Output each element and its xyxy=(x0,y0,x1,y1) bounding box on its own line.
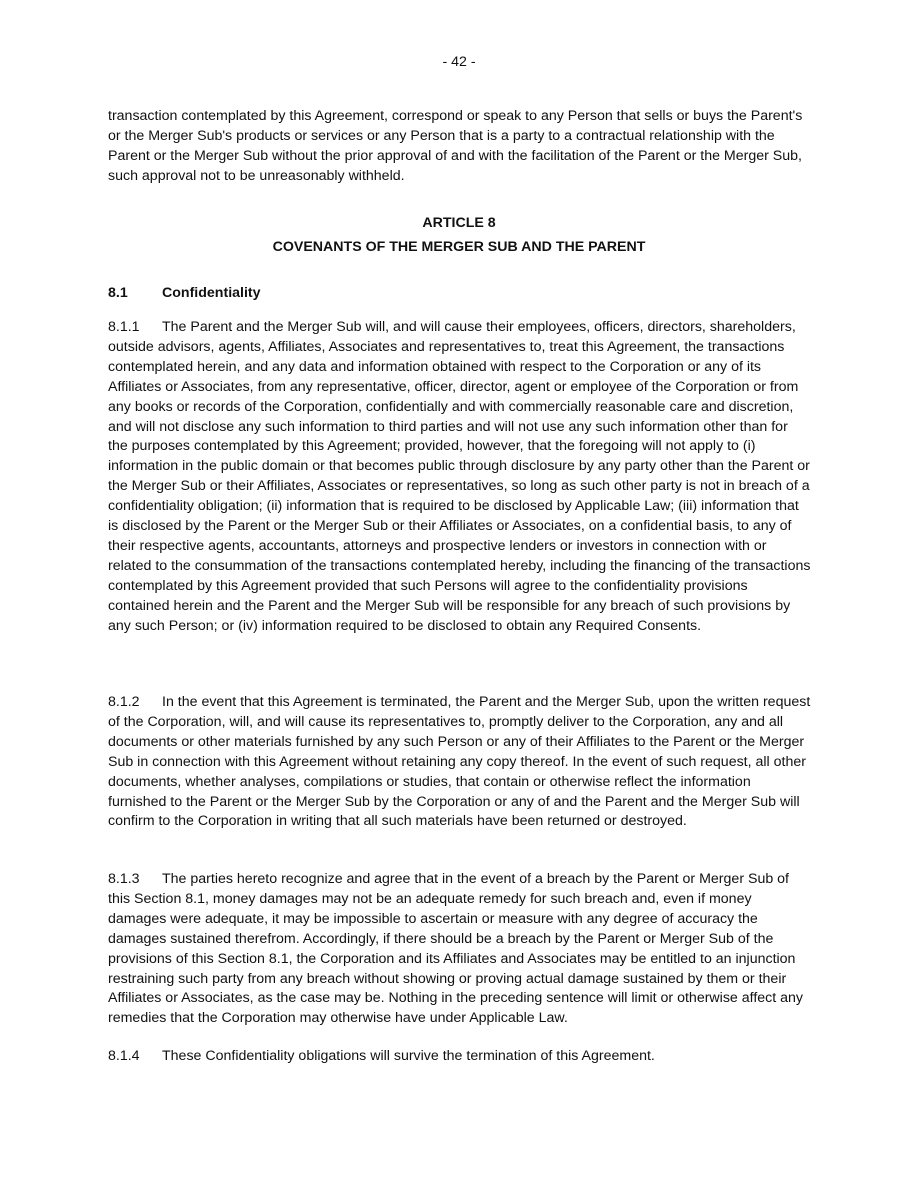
section-title: Confidentiality xyxy=(162,285,261,301)
paragraph-text: The parties hereto recognize and agree that in the event of a breach by the Parent or Merger Sub of this Section 8.1, money damages may not be an adequate remedy for such breach and, even if money damages were adequate, it may be impossible to ascertain or measure with any degree of accuracy the damages sustained therefrom. Accordingly, if there should be a breach by the Parent or Merger Sub of the provisions of this Section 8.1, the Corporation and its Affiliates and Associates may be entitled to an injunction restraining such party from any breach without showing or proving actual damage sustained by them or their Affiliates or Associates, as the case may be. Nothing in the preceding sentence will limit or otherwise affect any remedies that the Corporation may otherwise have under Applicable Law. xyxy=(108,871,804,1027)
section-number: 8.1 xyxy=(108,285,128,301)
article-number: ARTICLE 8 xyxy=(422,215,496,231)
page-number: - 42 - xyxy=(442,54,476,70)
paragraph-8-1-3 xyxy=(108,870,811,1029)
paragraph-number: 8.1.4 xyxy=(108,1048,140,1064)
section-heading xyxy=(108,284,261,304)
paragraph-8-1-2 xyxy=(108,693,811,832)
paragraph-number: 8.1.3 xyxy=(108,871,140,887)
paragraph-8-1-4 xyxy=(108,1047,811,1067)
paragraph-number: 8.1.1 xyxy=(108,319,140,335)
continuation-paragraph: transaction contemplated by this Agreement, correspond or speak to any Person that sells or buys the Parent's or the Merger Sub's products or services or any Person that is a party to a contractual relationship with the Parent or the Merger Sub without the prior approval of and with the facilitation of the Parent or the Merger Sub, such approval not to be unreasonably withheld. xyxy=(108,108,803,184)
paragraph-text: In the event that this Agreement is terminated, the Parent and the Merger Sub, upon the written request of the Corporation, will, and will cause its representatives to, promptly deliver to the Corporation, any and all documents or other materials furnished by any such Person or any of their Affiliates to the Parent or the Merger Sub in connection with this Agreement without retaining any copy thereof. In the event of such request, all other documents, whether analyses, compilations or studies, that contain or otherwise reflect the information furnished to the Parent or the Merger Sub by the Corporation or any of and the Parent and the Merger Sub will confirm to the Corporation in writing that all such materials have been returned or destroyed. xyxy=(108,694,811,830)
paragraph-number: 8.1.2 xyxy=(108,694,140,710)
paragraph-text: These Confidentiality obligations will survive the termination of this Agreement. xyxy=(162,1048,655,1064)
paragraph-8-1-1 xyxy=(108,318,811,637)
article-title: COVENANTS OF THE MERGER SUB AND THE PARENT xyxy=(272,239,646,255)
paragraph-text: The Parent and the Merger Sub will, and will cause their employees, officers, directors, shareholders, outside advisors, agents, Affiliates, Associates and representatives to, treat this Agreement, the transactions contemplated herein, and any data and information obtained with respect to the Corporation or any of its Affiliates or Associates, from any representative, officer, director, agent or employee of the Corporation or from any books or records of the Corporation, confidentially and with commercially reasonable care and discretion, and will not disclose any such information to third parties and will not use any such information other than for the purposes contemplated by this Agreement; provided, however, that the foregoing will not apply to (i) information in the public domain or that becomes public through disclosure by any party other than the Parent or the Merger Sub or their Affiliates, Associates or representatives, so long as such other party is not in breach of a confidentiality obligation; (ii) information that is required to be disclosed by Applicable Law; (iii) information that is disclosed by the Parent or the Merger Sub or their Affiliates or Associates, on a confidential basis, to any of their respective agents, accountants, attorneys and prospective lenders or investors in connection with or related to the consummation of the transactions contemplated hereby, including the financing of the transactions contemplated by this Agreement provided that such Persons will agree to the confidentiality provisions contained herein and the Parent and the Merger Sub will be responsible for any breach of such provisions by any such Person; or (iv) information required to be disclosed to obtain any Required Consents. xyxy=(108,319,811,634)
